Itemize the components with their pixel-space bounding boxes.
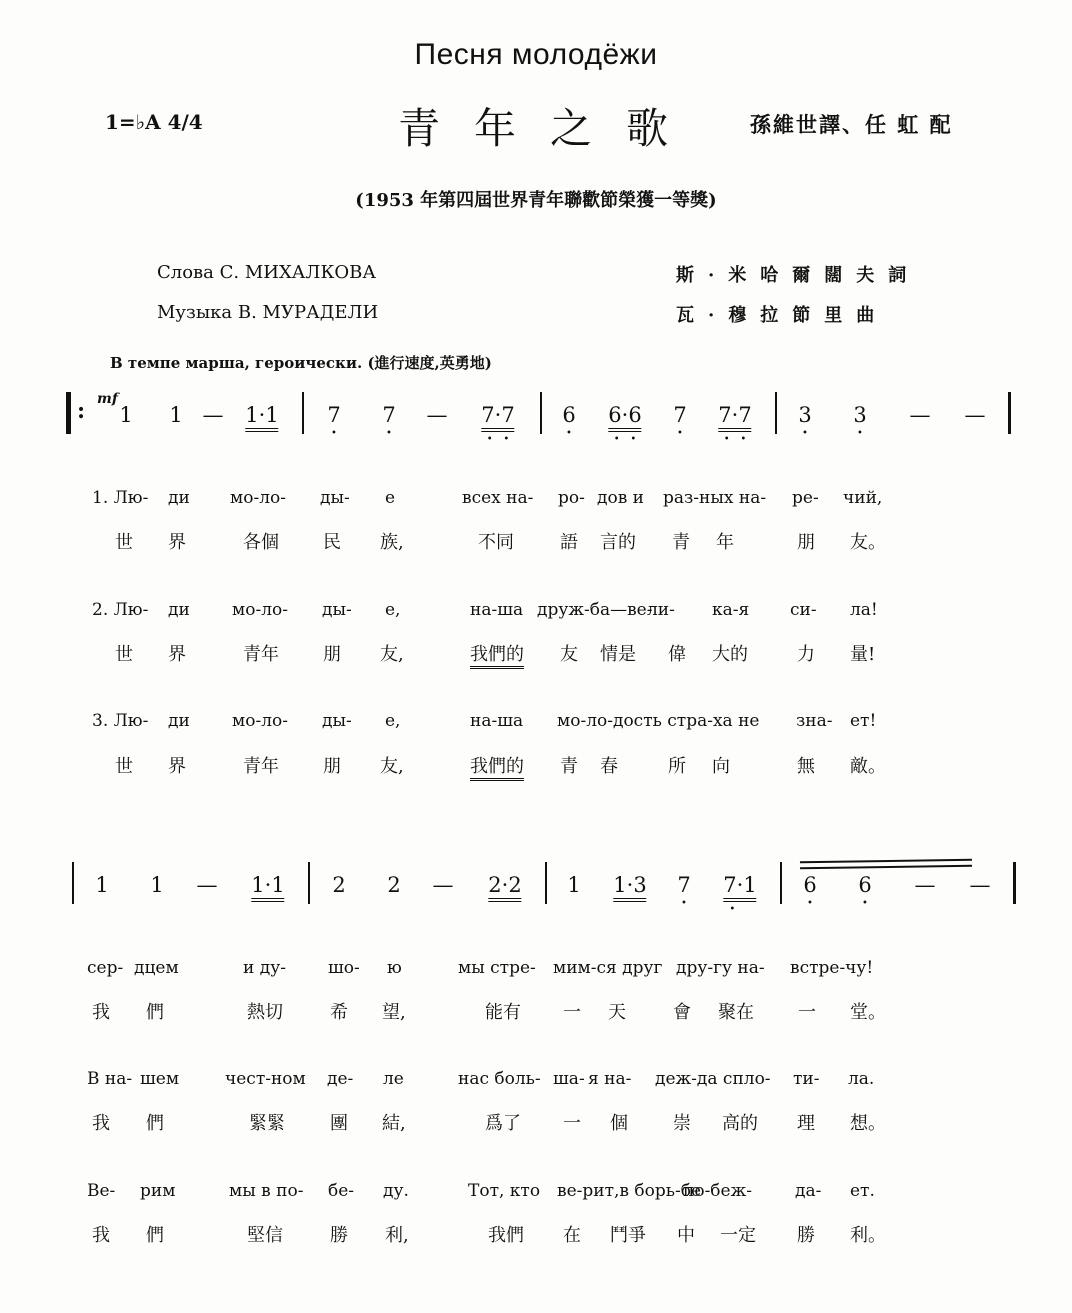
lyric-chinese: 鬥爭 bbox=[610, 1225, 646, 1246]
lyric-chinese: 望, bbox=[382, 1002, 406, 1023]
note-value: — bbox=[196, 873, 218, 897]
octave-dot: • bbox=[723, 434, 730, 445]
barline bbox=[780, 862, 782, 904]
dynamic-marking: mf bbox=[97, 391, 118, 407]
lyric-chinese: 大的 bbox=[712, 644, 748, 665]
lyric-russian: 2. Лю- bbox=[92, 600, 149, 620]
lyric-chinese: 世 bbox=[115, 532, 133, 553]
lyric-russian: дцем bbox=[134, 958, 179, 978]
lyric-russian: мы стре- bbox=[458, 958, 536, 978]
note bbox=[677, 873, 691, 909]
lyric-chinese: 無 bbox=[797, 756, 815, 777]
lyric-russian: бе- bbox=[328, 1181, 355, 1201]
lyric-russian: ды- bbox=[322, 600, 352, 620]
note-value: — bbox=[969, 873, 991, 897]
note bbox=[332, 873, 345, 897]
note bbox=[169, 403, 182, 427]
lyric-russian: Ве- bbox=[87, 1181, 116, 1201]
barline bbox=[302, 392, 304, 434]
note-value: — bbox=[964, 403, 986, 427]
note bbox=[673, 403, 687, 439]
lyric-chinese: 年 bbox=[716, 532, 734, 553]
lyric-russian: чест-ном bbox=[225, 1069, 306, 1089]
octave-dot: • bbox=[857, 428, 863, 439]
lyric-chinese: 理 bbox=[797, 1113, 815, 1134]
note-value: — bbox=[202, 403, 224, 427]
lyric-chinese: 會 bbox=[673, 1002, 691, 1023]
note-value: 1·1 bbox=[251, 873, 284, 902]
note bbox=[150, 873, 163, 897]
repeat-colon: : bbox=[77, 398, 86, 424]
lyric-russian: шо- bbox=[328, 958, 360, 978]
note bbox=[853, 403, 867, 439]
lyric-russian: чий, bbox=[843, 488, 883, 508]
lyric-russian: мо-ло- bbox=[230, 488, 286, 508]
note bbox=[95, 873, 108, 897]
lyric-russian: ди bbox=[168, 711, 190, 731]
lyric-chinese: 友, bbox=[380, 756, 404, 777]
barline bbox=[308, 862, 310, 904]
start-barline bbox=[72, 862, 74, 904]
note-value: 1 bbox=[119, 403, 133, 427]
lyric-russian: нас боль- bbox=[458, 1069, 541, 1089]
lyric-russian: мо-ло- bbox=[232, 711, 288, 731]
lyric-russian: ду. bbox=[383, 1181, 409, 1201]
lyric-chinese: 我 bbox=[92, 1225, 110, 1246]
tempo-marking: В темпе марша, героически. (進行速度,英勇地) bbox=[110, 354, 492, 372]
lyric-chinese: 堂。 bbox=[850, 1002, 886, 1023]
lyric-chinese: 希 bbox=[330, 1002, 348, 1023]
low-octave-dots bbox=[608, 434, 641, 445]
lyric-chinese: 情是 bbox=[600, 644, 636, 665]
lyric-chinese: 緊緊 bbox=[249, 1113, 285, 1134]
note-value: 1 bbox=[169, 403, 183, 427]
note-value: 6 bbox=[562, 403, 576, 427]
octave-dot: • bbox=[503, 434, 510, 445]
lyric-russian: шем bbox=[140, 1069, 180, 1089]
lyric-chinese: 堅信 bbox=[247, 1225, 283, 1246]
lyric-chinese: 勝 bbox=[797, 1225, 815, 1246]
octave-dot: • bbox=[486, 434, 493, 445]
lyric-chinese: 言的 bbox=[600, 532, 636, 553]
lyric-russian: на-ша bbox=[470, 600, 524, 620]
note bbox=[613, 873, 646, 902]
sustain-dash bbox=[965, 403, 986, 427]
lyric-chinese: 一 bbox=[798, 1002, 816, 1023]
lyric-chinese: 一 bbox=[563, 1113, 581, 1134]
lyric-chinese: 力 bbox=[797, 644, 815, 665]
note-value: 3 bbox=[798, 403, 812, 427]
octave-dot: • bbox=[862, 898, 868, 909]
note-value: 6 bbox=[803, 873, 817, 897]
lyric-chinese: 我們 bbox=[488, 1225, 524, 1246]
translator-credit: 孫維世譯、任 虹 配 bbox=[750, 112, 953, 137]
lyric-chinese: 們 bbox=[146, 1225, 164, 1246]
note bbox=[718, 403, 752, 445]
lyric-chinese: 崇 bbox=[673, 1113, 691, 1134]
note bbox=[481, 403, 515, 445]
note bbox=[251, 873, 284, 902]
lyric-russian: ла! bbox=[850, 600, 878, 620]
lyric-chinese: 爲了 bbox=[485, 1113, 521, 1134]
lyric-russian: ли- bbox=[647, 600, 675, 620]
barline bbox=[545, 862, 547, 904]
octave-dot: • bbox=[331, 428, 337, 439]
lyric-chinese: 偉 bbox=[668, 644, 686, 665]
octave-dot: • bbox=[566, 428, 572, 439]
lyric-russian: мо-ло-дость стра-ха не bbox=[557, 711, 760, 731]
lyric-chinese: 勝 bbox=[330, 1225, 348, 1246]
lyric-russian: мим-ся друг bbox=[553, 958, 663, 978]
lyric-russian: ет! bbox=[850, 711, 877, 731]
octave-dot: • bbox=[681, 898, 687, 909]
lyric-chinese: 語 bbox=[560, 532, 578, 553]
lyric-chinese: 天 bbox=[608, 1002, 626, 1023]
note-value: 7 bbox=[677, 873, 691, 897]
composer-cn: 瓦·穆拉節里曲 bbox=[676, 305, 889, 326]
lyricist-cn: 斯·米哈爾闊夫詞 bbox=[676, 265, 921, 286]
lyric-chinese: 朋 bbox=[797, 532, 815, 553]
lyric-russian: ю bbox=[387, 958, 402, 978]
lyric-russian: мы в по- bbox=[229, 1181, 304, 1201]
lyric-chinese: 聚在 bbox=[718, 1002, 754, 1023]
lyric-chinese: 一定 bbox=[720, 1225, 756, 1246]
note-value: 1 bbox=[95, 873, 109, 897]
barline bbox=[540, 392, 542, 434]
lyric-russian: ди bbox=[168, 488, 190, 508]
lyric-russian: ды- bbox=[320, 488, 350, 508]
lyric-russian: раз-ных на- bbox=[663, 488, 767, 508]
note-value: 6 bbox=[858, 873, 872, 897]
lyric-chinese: 向 bbox=[712, 756, 730, 777]
note-value: — bbox=[426, 403, 448, 427]
note-value: 2·2 bbox=[488, 873, 521, 902]
note-value: — bbox=[432, 873, 454, 897]
low-octave-dots bbox=[481, 434, 514, 445]
sustain-dash bbox=[203, 403, 224, 427]
sustain-dash bbox=[197, 873, 218, 897]
lyric-russian: ре- bbox=[792, 488, 819, 508]
lyric-russian: ла. bbox=[848, 1069, 875, 1089]
lyric-russian: 3. Лю- bbox=[92, 711, 149, 731]
lyric-chinese: 個 bbox=[610, 1113, 628, 1134]
note bbox=[562, 403, 576, 439]
lyric-chinese: 界 bbox=[168, 756, 186, 777]
low-octave-dots bbox=[677, 898, 690, 909]
lyric-russian: де- bbox=[327, 1069, 354, 1089]
lyric-russian: ди bbox=[168, 600, 190, 620]
lyric-russian: 1. Лю- bbox=[92, 488, 149, 508]
lyric-russian: дру-гу на- bbox=[676, 958, 765, 978]
lyric-chinese: 朋 bbox=[323, 644, 341, 665]
lyric-chinese: 青 bbox=[560, 756, 578, 777]
lyric-russian: друж-ба—ве- bbox=[537, 600, 653, 620]
note bbox=[608, 403, 642, 445]
octave-dot: • bbox=[729, 904, 736, 915]
note-value: 2 bbox=[332, 873, 346, 897]
lyric-russian: си- bbox=[790, 600, 817, 620]
lyric-russian: ти- bbox=[793, 1069, 820, 1089]
subtitle: (1953 年第四屆世界青年聯歡節榮獲一等獎) bbox=[355, 190, 717, 211]
lyric-chinese: 量! bbox=[850, 644, 876, 665]
note bbox=[798, 403, 812, 439]
lyric-russian: ды- bbox=[322, 711, 352, 731]
lyric-chinese: 友 bbox=[560, 644, 578, 665]
lyric-chinese: 世 bbox=[115, 756, 133, 777]
lyric-russian: е, bbox=[385, 600, 401, 620]
lyric-russian: на-ша bbox=[470, 711, 524, 731]
note bbox=[245, 403, 278, 432]
note-value: 2 bbox=[387, 873, 401, 897]
end-barline bbox=[1008, 392, 1011, 434]
lyric-chinese: 族, bbox=[380, 532, 404, 553]
lyric-chinese: 利。 bbox=[850, 1225, 886, 1246]
lyric-russian: ша- bbox=[553, 1069, 585, 1089]
octave-dot bbox=[747, 907, 750, 913]
key-signature: 1=♭A 4/4 bbox=[105, 110, 203, 134]
low-octave-dots bbox=[803, 898, 816, 909]
lyric-russian: ро- bbox=[558, 488, 585, 508]
note bbox=[803, 873, 817, 909]
lyric-chinese: 在 bbox=[563, 1225, 581, 1246]
lyric-chinese: 世 bbox=[115, 644, 133, 665]
note bbox=[119, 403, 132, 427]
lyric-chinese: 所 bbox=[668, 756, 686, 777]
lyric-chinese: 春 bbox=[600, 756, 618, 777]
note bbox=[382, 403, 396, 439]
sustain-dash bbox=[915, 873, 936, 897]
lyric-chinese: 友。 bbox=[850, 532, 886, 553]
lyric-chinese: 一 bbox=[563, 1002, 581, 1023]
lyric-chinese: 中 bbox=[677, 1225, 695, 1246]
title-chinese: 青年之歌 bbox=[398, 104, 703, 153]
low-octave-dots bbox=[382, 428, 395, 439]
lyric-russian: встре-чу! bbox=[790, 958, 874, 978]
note-value: 7 bbox=[327, 403, 341, 427]
note-value: 1·3 bbox=[613, 873, 646, 902]
lyricist-ru: Слова С. МИХАЛКОВА bbox=[157, 262, 376, 283]
lyric-chinese: 熱切 bbox=[247, 1002, 283, 1023]
low-octave-dots bbox=[858, 898, 871, 909]
barline bbox=[775, 392, 777, 434]
lyric-chinese: 我們的 bbox=[470, 752, 524, 781]
note-value: 3 bbox=[853, 403, 867, 427]
note bbox=[327, 403, 341, 439]
low-octave-dots bbox=[562, 428, 575, 439]
lyric-russian: В на- bbox=[87, 1069, 133, 1089]
note-value: 1·1 bbox=[245, 403, 278, 432]
lyric-chinese: 我 bbox=[92, 1113, 110, 1134]
lyric-chinese: 能有 bbox=[485, 1002, 521, 1023]
composer-ru: Музыка В. МУРАДЕЛИ bbox=[157, 302, 379, 323]
lyric-russian: мо-ло- bbox=[232, 600, 288, 620]
lyric-russian: е, bbox=[385, 711, 401, 731]
octave-dot: • bbox=[630, 434, 637, 445]
lyric-chinese: 利, bbox=[385, 1225, 409, 1246]
title-russian: Песня молодёжи bbox=[414, 38, 658, 71]
sustain-dash bbox=[433, 873, 454, 897]
lyric-chinese: 界 bbox=[168, 532, 186, 553]
lyric-chinese: 界 bbox=[168, 644, 186, 665]
lyric-chinese: 青年 bbox=[243, 644, 279, 665]
lyric-chinese: 青 bbox=[672, 532, 690, 553]
lyric-chinese: 不同 bbox=[478, 532, 514, 553]
note-value: 1 bbox=[150, 873, 164, 897]
lyric-russian: и ду- bbox=[243, 958, 286, 978]
lyric-chinese: 想。 bbox=[850, 1113, 886, 1134]
lyric-chinese: 我們的 bbox=[470, 640, 524, 669]
lyric-russian: деж-да спло- bbox=[655, 1069, 771, 1089]
low-octave-dots bbox=[327, 428, 340, 439]
note-value: — bbox=[909, 403, 931, 427]
note-value: 7·7 bbox=[718, 403, 751, 432]
lyric-russian: по-беж- bbox=[683, 1181, 752, 1201]
octave-dot: • bbox=[386, 428, 392, 439]
lyric-russian: я на- bbox=[588, 1069, 632, 1089]
lyric-russian: рим bbox=[140, 1181, 176, 1201]
lyric-russian: е bbox=[385, 488, 396, 508]
lyric-russian: ка-я bbox=[712, 600, 750, 620]
note-value: 6·6 bbox=[608, 403, 641, 432]
lyric-chinese: 團 bbox=[330, 1113, 348, 1134]
lyric-russian: Тот, кто bbox=[468, 1181, 541, 1201]
sustain-dash bbox=[910, 403, 931, 427]
octave-dot: • bbox=[802, 428, 808, 439]
lyric-russian: дов и bbox=[597, 488, 645, 508]
octave-dot: • bbox=[740, 434, 747, 445]
lyric-russian: всех на- bbox=[462, 488, 534, 508]
low-octave-dots bbox=[718, 434, 751, 445]
lyric-chinese: 敵。 bbox=[850, 756, 886, 777]
note-value: 7·1 bbox=[723, 873, 756, 902]
octave-dot: • bbox=[807, 898, 813, 909]
low-octave-dots bbox=[798, 428, 811, 439]
lyric-chinese: 友, bbox=[380, 644, 404, 665]
sustain-dash bbox=[970, 873, 991, 897]
lyric-chinese: 們 bbox=[146, 1113, 164, 1134]
note bbox=[567, 873, 580, 897]
end-barline bbox=[1013, 862, 1016, 904]
sustain-dash bbox=[427, 403, 448, 427]
note-value: 7·7 bbox=[481, 403, 514, 432]
low-octave-dots bbox=[723, 904, 756, 915]
lyric-russian: ет. bbox=[850, 1181, 875, 1201]
lyric-chinese: 各個 bbox=[243, 532, 279, 553]
tie-slur bbox=[800, 859, 972, 869]
lyric-russian: ле bbox=[383, 1069, 404, 1089]
lyric-russian: да- bbox=[795, 1181, 822, 1201]
lyric-chinese: 我 bbox=[92, 1002, 110, 1023]
octave-dot: • bbox=[677, 428, 683, 439]
lyric-chinese: 結, bbox=[382, 1113, 406, 1134]
octave-dot: • bbox=[613, 434, 620, 445]
note-value: 1 bbox=[567, 873, 581, 897]
low-octave-dots bbox=[853, 428, 866, 439]
lyric-russian: ве-рит,в борь-бе bbox=[557, 1181, 702, 1201]
lyric-chinese: 民 bbox=[323, 532, 341, 553]
lyric-chinese: 朋 bbox=[323, 756, 341, 777]
lyric-chinese: 高的 bbox=[722, 1113, 758, 1134]
note-value: — bbox=[914, 873, 936, 897]
lyric-chinese: 青年 bbox=[243, 756, 279, 777]
note bbox=[387, 873, 400, 897]
note-value: 7 bbox=[382, 403, 396, 427]
note-value: 7 bbox=[673, 403, 687, 427]
note bbox=[858, 873, 872, 909]
lyric-russian: сер- bbox=[87, 958, 124, 978]
note bbox=[723, 873, 757, 915]
lyric-russian: зна- bbox=[796, 711, 833, 731]
repeat-start-barline bbox=[66, 392, 71, 434]
low-octave-dots bbox=[673, 428, 686, 439]
note bbox=[488, 873, 521, 902]
lyric-chinese: 們 bbox=[146, 1002, 164, 1023]
